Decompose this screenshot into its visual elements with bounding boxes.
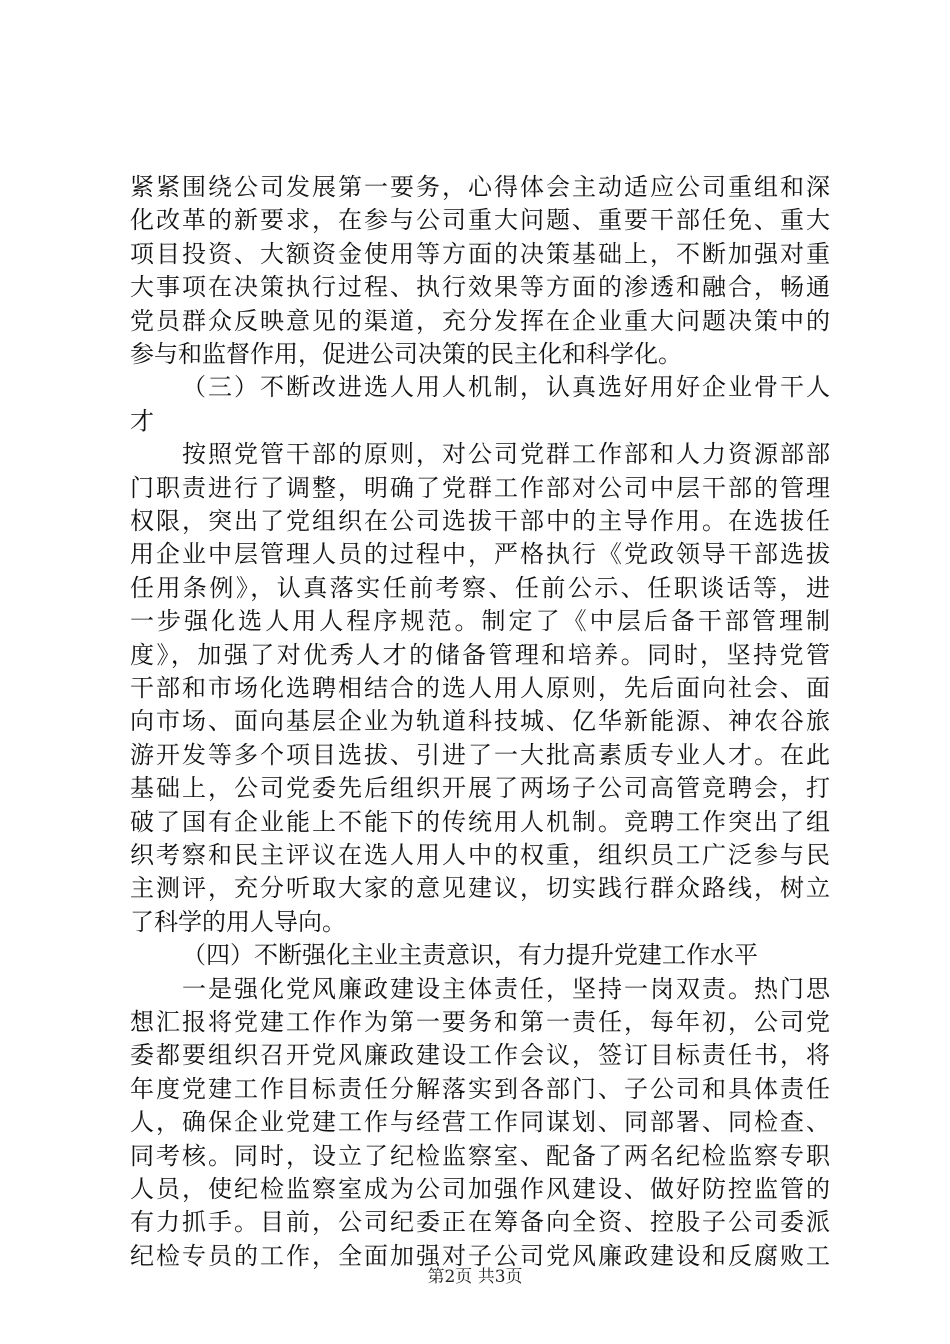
section-heading: （四）不断强化主业主责意识，有力提升党建工作水平 [182, 941, 758, 970]
text-line: 大事项在决策执行过程、执行效果等方面的渗透和融合，畅通 [130, 273, 830, 302]
text-line: 任用条例》，认真落实任前考察、任前公示、任职谈话等，进 [130, 573, 830, 602]
text-line: 度》，加强了对优秀人才的储备管理和培养。同时，坚持党管 [130, 640, 830, 669]
text-line: 用企业中层管理人员的过程中，严格执行《党政领导干部选拔 [130, 540, 830, 569]
text-line: 紧紧围绕公司发展第一要务，心得体会主动适应公司重组和深 [130, 173, 830, 201]
text-line: 主测评，充分听取大家的意见建议，切实践行群众路线，树立 [130, 874, 830, 903]
text-line: 纪检专员的工作，全面加强对子公司党风廉政建设和反腐败工 [130, 1241, 830, 1270]
text-line: 门职责进行了调整，明确了党群工作部对公司中层干部的管理 [130, 473, 830, 502]
page-number: 第2页 共3页 [427, 1267, 523, 1287]
text-line: 破了国有企业能上不能下的传统用人机制。竞聘工作突出了组 [130, 807, 830, 836]
section-heading: （三）不断改进选人用人机制，认真选好用好企业骨干人 [182, 373, 830, 402]
text-line: 项目投资、大额资金使用等方面的决策基础上，不断加强对重 [130, 239, 830, 268]
text-line: 干部和市场化选聘相结合的选人用人原则，先后面向社会、面 [130, 674, 830, 702]
text-line: 人，确保企业党建工作与经营工作同谋划、同部署、同检查、 [130, 1108, 830, 1137]
text-line: 同考核。同时，设立了纪检监察室、配备了两名纪检监察专职 [130, 1141, 830, 1170]
text-line: 了科学的用人导向。 [130, 907, 346, 936]
text-line: 党员群众反映意见的渠道，充分发挥在企业重大问题决策中的 [130, 306, 830, 335]
text-line: 参与和监督作用，促进公司决策的民主化和科学化。 [130, 340, 682, 368]
paragraph-start: 一是强化党风廉政建设主体责任，坚持一岗双责。热门思 [182, 974, 830, 1003]
text-line: 权限，突出了党组织在公司选拔干部中的主导作用。在选拔任 [130, 507, 830, 535]
text-line: 年度党建工作目标责任分解落实到各部门、子公司和具体责任 [130, 1074, 830, 1103]
text-line: 一步强化选人用人程序规范。制定了《中层后备干部管理制 [130, 607, 830, 636]
text-line: 委都要组织召开党风廉政建设工作会议，签订目标责任书，将 [130, 1041, 830, 1070]
text-line: 化改革的新要求，在参与公司重大问题、重要干部任免、重大 [130, 206, 830, 235]
text-line: 向市场、面向基层企业为轨道科技城、亿华新能源、神农谷旅 [130, 707, 830, 736]
text-line: 织考察和民主评议在选人用人中的权重，组织员工广泛参与民 [130, 841, 830, 869]
paragraph-start: 按照党管干部的原则，对公司党群工作部和人力资源部部 [182, 440, 830, 469]
section-heading-continuation: 才 [130, 406, 154, 435]
text-line: 游开发等多个项目选拔、引进了一大批高素质专业人才。在此 [130, 740, 830, 769]
text-line: 想汇报将党建工作作为第一要务和第一责任，每年初，公司党 [130, 1008, 830, 1036]
text-line: 基础上，公司党委先后组织开展了两场子公司高管竞聘会，打 [130, 774, 830, 803]
text-line: 人员，使纪检监察室成为公司加强作风建设、做好防控监管的 [130, 1175, 830, 1203]
text-line: 有力抓手。目前，公司纪委正在筹备向全资、控股子公司委派 [130, 1208, 830, 1237]
